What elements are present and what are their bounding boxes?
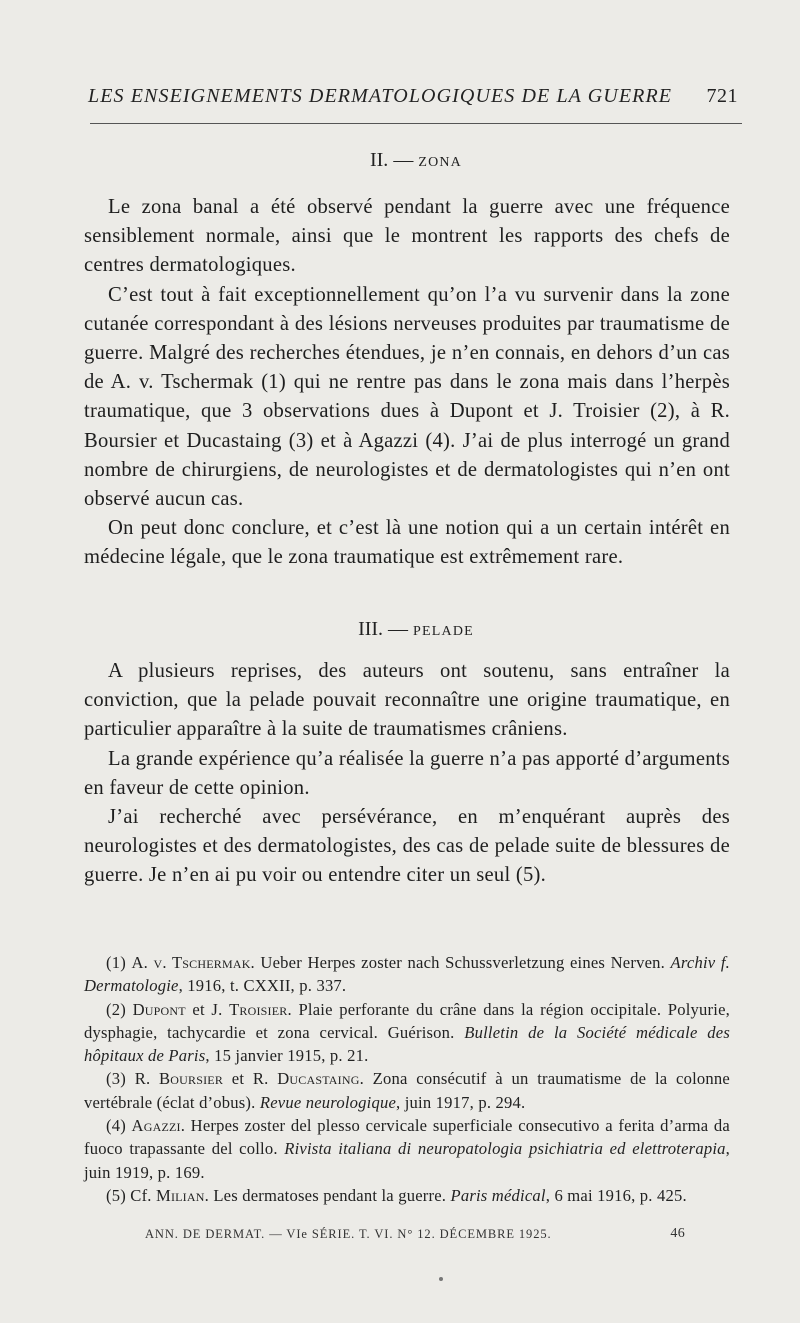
footnote-journal: Archiv f. Dermatologie [84, 953, 730, 996]
section-numeral: II. [369, 149, 389, 171]
footnote-text: Plaie perforante du crâne dans la région occipitale. Polyurie, dysphagie, tachycardie et zona cervical. Guérison. [84, 999, 730, 1042]
footnote-5 [84, 1184, 730, 1207]
footnote-number: (5) Cf. [106, 1185, 156, 1205]
footnote-author: Agazzi. [131, 1116, 186, 1136]
footnote-text: Ueber Herpes zoster nach Schussverletzung eines Nerven. [254, 953, 671, 972]
paragraph: A plusieurs reprises, des auteurs ont soutenu, sans entraîner la conviction, que la pelade pouvait reconnaître une origine traumatique, en particulier apparaître à la suite de traumatismes crâniens. [84, 660, 730, 741]
signature-mark: 46 [670, 1226, 685, 1241]
footnote-2 [84, 998, 730, 1068]
footnote-tail: , juin 1919, p. 169. [84, 1139, 730, 1182]
section-heading-zona [90, 149, 742, 172]
footnote-tail: , 15 janvier 1915, p. 21. [205, 1046, 369, 1066]
footnote-number: (3) [106, 1069, 135, 1089]
section-dash: — [383, 618, 414, 640]
running-head [88, 85, 738, 113]
footnote-1 [84, 951, 730, 998]
footnote-3 [84, 1067, 730, 1114]
section-title: ZONA [418, 155, 462, 170]
footnote-author: Troisier. [229, 999, 292, 1019]
paragraph: Le zona banal a été observé pendant la guerre avec une fréquence sensiblement normale, ainsi que le montrent les rapports des chefs de centres dermatologiques. [84, 196, 730, 277]
footnote-author: Dupont [132, 999, 186, 1019]
footnotes [84, 951, 730, 1207]
header-rule [90, 123, 742, 124]
footnote-text: Les dermatoses pendant la guerre. [208, 1185, 451, 1205]
footnote-number: (4) [106, 1116, 132, 1136]
paragraph: On peut donc conclure, et c’est là une notion qui a un certain intérêt en médecine légale, que le zona traumatique est extrêmement rare. [84, 517, 730, 569]
section-heading-pelade [90, 618, 742, 641]
footnote-tail: , 1916, t. CXXII, p. 337. [178, 976, 347, 996]
journal-footer-text: ANN. DE DERMAT. — VIe SÉRIE. T. VI. N° 12. DÉCEMBRE 1925. [145, 1227, 552, 1241]
footnote-joiner: et J. [185, 999, 230, 1019]
footnote-joiner: et R. [223, 1069, 278, 1089]
footnote-journal: Paris médical [450, 1185, 546, 1205]
footnote-journal: Revue neurologique [259, 1092, 397, 1112]
paragraph: C’est tout à fait exceptionnellement qu’on l’a vu survenir dans la zone cutanée correspondant à des lésions nerveuses produites par traumatisme de guerre. Malgré des recherches étendues, je n’en connais, en dehors d’un cas de A. v. Tschermak (1) qui ne rentre pas dans le zona mais dans l’herpès traumatique, que 3 observations dues à Dupont et J. Troisier (2), à R. Boursier et Ducastaing (3) et à Agazzi (4). J’ai de plus interrogé un grand nombre de chirurgiens, de neurologistes et de dermatologistes qui n’en ont observé aucun cas. [84, 283, 730, 511]
footnote-text: Zona consécutif à un traumatisme de la colonne vertébrale (éclat d’obus). [84, 1069, 730, 1112]
journal-footer [145, 1227, 685, 1242]
footnote-tail: , 6 mai 1916, p. 425. [545, 1185, 687, 1205]
section-dash: — [388, 149, 419, 171]
footnote-tail: , juin 1917, p. 294. [396, 1092, 526, 1112]
footnote-number: (2) [106, 999, 133, 1019]
footnote-author: R. Boursier [134, 1069, 224, 1089]
section-pelade-body [84, 657, 730, 891]
footnote-4 [84, 1114, 730, 1184]
print-dot [439, 1277, 443, 1281]
footnote-journal: Rivista italiana di neuropatologia psichiatria ed elettroterapia [284, 1139, 726, 1159]
section-title: PELADE [413, 624, 474, 639]
paragraph: La grande expérience qu’a réalisée la guerre n’a pas apporté d’arguments en faveur de cette opinion. [84, 747, 730, 799]
paragraph: J’ai recherché avec persévérance, en m’enquérant auprès des neurologistes et des dermatologistes, des cas de pelade suite de blessures de guerre. Je n’en ai pu voir ou entendre citer un seul (5). [84, 806, 730, 887]
running-head-title: LES ENSEIGNEMENTS DERMATOLOGIQUES DE LA GUERRE [88, 85, 673, 107]
footnote-text: Herpes zoster del plesso cervicale superficiale consecutivo a ferita d’arma da fuoco trapassante del collo. [84, 1116, 730, 1159]
footnote-author: Milian. [156, 1185, 209, 1205]
page-number: 721 [706, 85, 738, 107]
footnote-journal: Bulletin de la Société médicale des hôpitaux de Paris [84, 1022, 730, 1066]
section-numeral: III. [358, 618, 384, 640]
footnote-number: (1) [106, 953, 132, 972]
footnote-author: Ducastaing. [277, 1069, 364, 1089]
footnote-author: A. v. Tschermak. [131, 953, 255, 972]
section-zona-body [84, 193, 730, 573]
